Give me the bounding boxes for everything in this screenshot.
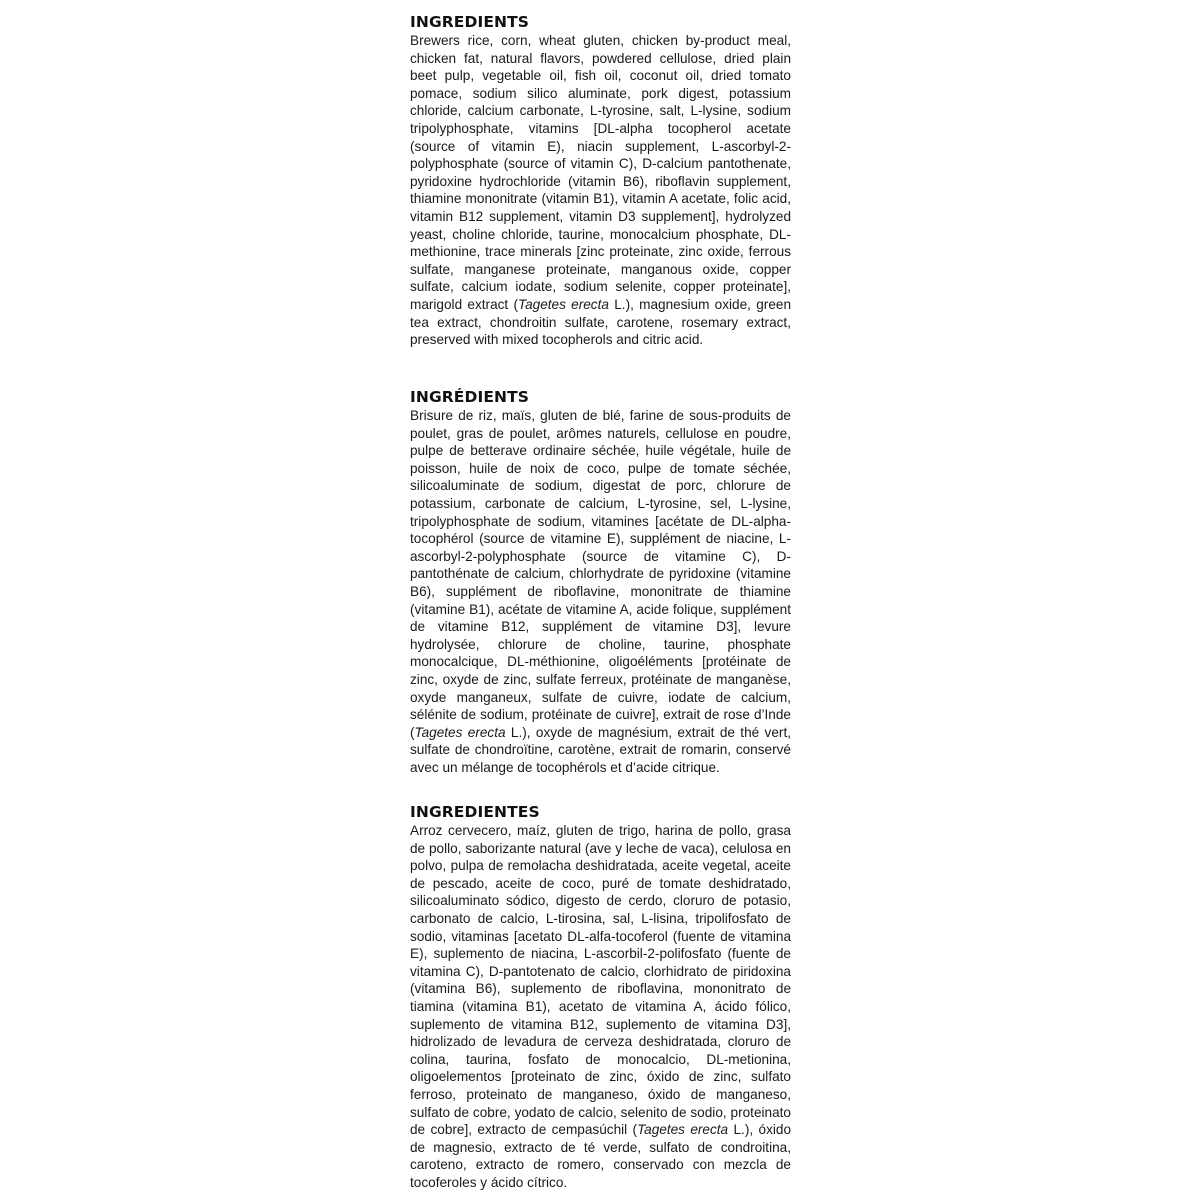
text-segment: L.), oxyde de magnésium, extrait de thé vert, sulfate de chondroïtine, carotène, extrait de romarin, conservé avec un mélange de tocophérols et d’acide citrique. bbox=[410, 724, 791, 775]
section-heading: INGREDIENTES bbox=[410, 803, 540, 821]
text-segment: L.), óxido de magnesio, extracto de té verde, sulfato de condroitina, caroteno, extracto de romero, conservado con mezcla de tocoferoles y ácido cítrico. bbox=[410, 1122, 792, 1190]
text-segment: Brisure de riz, maïs, gluten de blé, farine de sous-produits de poulet, gras de poulet, arômes naturels, cellulose en poudre, pulpe de betterave ordinaire séchée, huile végétale, huile de poisson, huile de noix de coco, pulpe de tomate séchée, silicoaluminate de sodium, digestat de porc, chlorure de potassium, carbonate de calcium, L-tyrosine, sel, L-lysine, tripolyphosphate de sodium, vitamines [acétate de DL-alpha-tocophérol (source de vitamine E), supplément de niacine, L-ascorbyl-2-polyphosphate (source de vitamine C), D-pantothénate de calcium, chlorhydrate de pyridoxine (vitamine B6), supplément de riboflavine, mononitrate de thiamine (vitamine B1), acétate de vitamine A, acide folique, supplément de vitamine B12, supplément de vitamine D3], levure hydrolysée, chlorure de choline, taurine, phosphate monocalcique, DL-méthionine, oligoéléments [protéinate de zinc, oxyde de zinc, sulfate ferreux, protéinate de manganèse, oxyde manganeux, sulfate de cuivre, iodate de calcium, sélénite de sodium, protéinate de cuivre], extrait de rose d’Inde ( bbox=[410, 408, 791, 740]
ingredients-text bbox=[410, 822, 791, 1191]
italic-species-name: Tagetes erecta bbox=[518, 296, 609, 312]
ingredients-text bbox=[410, 407, 791, 776]
text-segment: Arroz cervecero, maíz, gluten de trigo, harina de pollo, grasa de pollo, saborizante natural (ave y leche de vaca), celulosa en polvo, pulpa de remolacha deshidratada, aceite vegetal, aceite de pescado, aceite de coco, puré de tomate deshidratado, silicoaluminato sódico, digesto de cerdo, cloruro de potasio, carbonato de calcio, L-tirosina, sal, L-lisina, tripolifosfato de sodio, vitaminas [acetato DL-alfa-tocoferol (fuente de vitamina E), suplemento de niacina, L-ascorbil-2-polifosfato (fuente de vitamina C), D-pantotenato de calcio, clorhidrato de piridoxina (vitamina B6), suplemento de riboflavina, mononitrato de tiamina (vitamina B1), acetato de vitamina A, ácido fólico, suplemento de vitamina B12, suplemento de vitamina D3], hidrolizado de levadura de cerveza deshidratada, cloruro de colina, taurina, fosfato de monocalcio, DL-metionina, oligoelementos [proteinato de zinc, óxido de zinc, sulfato ferroso, proteinato de manganeso, óxido de manganeso, sulfato de cobre, yodato de calcio, selenito de sodio, proteinato de cobre], extracto de cempasúchil ( bbox=[410, 823, 791, 1138]
section-heading: INGREDIENTS bbox=[410, 13, 530, 31]
italic-species-name: Tagetes erecta bbox=[637, 1122, 729, 1138]
text-segment: L.), magnesium oxide, green tea extract, chondroitin sulfate, carotene, rosemary extract, preserved with mixed tocopherols and citric acid. bbox=[410, 296, 791, 348]
ingredients-section-spanish bbox=[410, 802, 791, 1191]
ingredients-section-english bbox=[410, 12, 791, 349]
section-heading: INGRÉDIENTS bbox=[410, 388, 530, 406]
ingredients-text bbox=[410, 32, 791, 349]
italic-species-name: Tagetes erecta bbox=[414, 724, 506, 740]
ingredients-section-french bbox=[410, 387, 791, 776]
text-segment: Brewers rice, corn, wheat gluten, chicken by-product meal, chicken fat, natural flavors, powdered cellulose, dried plain beet pulp, vegetable oil, fish oil, coconut oil, dried tomato pomace, sodium silico aluminate, pork digest, potassium chloride, calcium carbonate, L-tyrosine, salt, L-lysine, sodium tripolyphosphate, vitamins [DL-alpha tocopherol acetate (source of vitamin E), niacin supplement, L-ascorbyl-2-polyphosphate (source of vitamin C), D-calcium pantothenate, pyridoxine hydrochloride (vitamin B6), riboflavin supplement, thiamine mononitrate (vitamin B1), vitamin A acetate, folic acid, vitamin B12 supplement, vitamin D3 supplement], hydrolyzed yeast, choline chloride, taurine, monocalcium phosphate, DL-methionine, trace minerals [zinc proteinate, zinc oxide, ferrous sulfate, manganese proteinate, manganous oxide, copper sulfate, calcium iodate, sodium selenite, copper proteinate], marigold extract ( bbox=[410, 33, 791, 312]
